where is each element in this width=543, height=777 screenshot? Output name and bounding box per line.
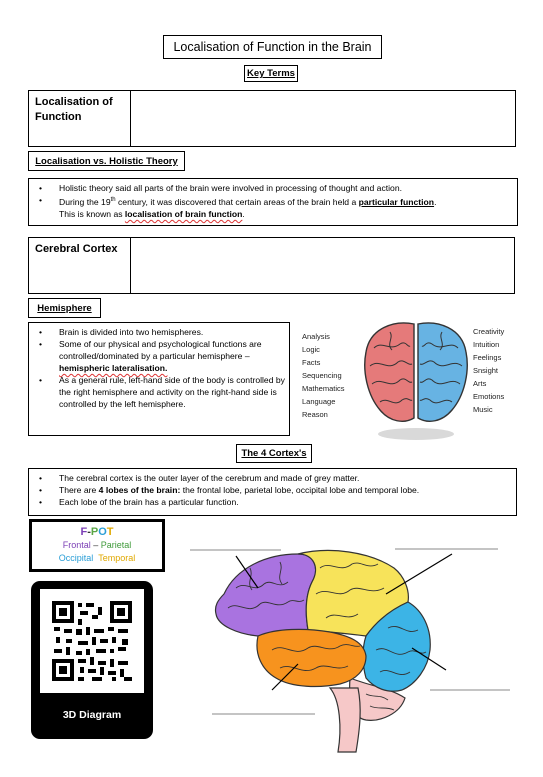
brain-shadow	[378, 428, 454, 440]
bullet-text: During the 19	[59, 196, 111, 207]
left-label: Reason	[302, 410, 328, 419]
localisation-vs-holistic-heading: Localisation vs. Holistic Theory	[28, 151, 185, 171]
right-brain-labels	[473, 325, 504, 416]
left-label: Logic	[302, 345, 320, 354]
right-label: Arts	[473, 379, 487, 388]
qr-code-frame	[40, 589, 144, 693]
list-item	[33, 194, 513, 220]
bullet-text: century, it was discovered that certain areas of the brain held a	[115, 196, 359, 207]
qr-caption: 3D Diagram	[62, 709, 122, 721]
bullet-text: Holistic theory said all parts of the brain were involved in processing of thought and action.	[59, 183, 402, 193]
qr-code-icon	[52, 601, 132, 681]
right-label: Music	[473, 405, 493, 414]
bullet-text: .	[242, 208, 245, 219]
bold-term: localisation of brain function	[124, 208, 243, 219]
list-item	[33, 484, 512, 496]
left-label: Analysis	[302, 332, 330, 341]
fpot-title: F-POT	[80, 526, 114, 538]
term-localisation-box	[28, 90, 516, 147]
left-label: Facts	[302, 358, 321, 367]
term-localisation-label: Localisation of Function	[35, 96, 113, 123]
right-hemisphere	[418, 323, 467, 421]
bullet-text: As a general rule, left-hand side of the body is controlled by the right hemisphere and activity on the right-hand side is controlled by the left hemisphere.	[59, 375, 285, 409]
temporal-lobe	[257, 629, 366, 686]
fpot-mnemonic-box	[29, 519, 165, 572]
left-label: Language	[302, 397, 336, 406]
cortex-bullets-box	[28, 468, 517, 516]
right-label: Snsight	[473, 366, 499, 375]
bullet-text: Brain is divided into two hemispheres.	[59, 327, 204, 337]
hemisphere-heading: Hemisphere	[28, 298, 101, 318]
list-item	[33, 472, 512, 484]
fpot-line1: Frontal – Parietal	[62, 540, 132, 550]
list-item	[33, 496, 512, 508]
right-label: Feelings	[473, 353, 502, 362]
bold-term: 4 lobes of the brain:	[98, 485, 181, 495]
qr-code-card[interactable]	[31, 581, 153, 739]
bold-term: hemispheric lateralisation.	[59, 363, 168, 373]
hemispheres-illustration	[360, 318, 472, 442]
brainstem	[330, 688, 360, 752]
four-cortex-heading: The 4 Cortex's	[236, 444, 312, 463]
left-label: Mathematics	[302, 384, 345, 393]
list-item	[33, 338, 285, 374]
term-divider	[130, 91, 131, 146]
bullet-text: There are	[59, 485, 99, 495]
bullet-text: .	[434, 196, 437, 207]
key-terms-heading: Key Terms	[244, 65, 298, 82]
bullet-text: Each lobe of the brain has a particular function.	[59, 497, 239, 507]
frontal-lobe	[215, 554, 315, 637]
bullet-text: The cerebral cortex is the outer layer of the cerebrum and made of grey matter.	[59, 473, 360, 483]
fpot-line2: Occipital Temporal	[58, 553, 136, 563]
page-title: Localisation of Function in the Brain	[163, 35, 382, 59]
bullet-text: This is known as	[59, 208, 125, 219]
hemisphere-bullets-box	[28, 322, 290, 436]
list-item	[33, 374, 285, 410]
term-divider	[130, 238, 131, 293]
term-cerebral-cortex-label: Cerebral Cortex	[35, 243, 118, 255]
left-label: Sequencing	[302, 371, 342, 380]
left-brain-labels	[302, 330, 345, 421]
holistic-bullets-box	[28, 178, 518, 226]
term-cerebral-cortex-box	[28, 237, 515, 294]
bold-term: particular function	[358, 196, 435, 207]
left-hemisphere	[365, 323, 414, 421]
brain-lobes-diagram	[180, 538, 510, 768]
right-label: Emotions	[473, 392, 505, 401]
right-label: Creativity	[473, 327, 505, 336]
superscript: th	[110, 197, 116, 203]
bullet-text: the frontal lobe, parietal lobe, occipital lobe and temporal lobe.	[180, 485, 420, 495]
right-label: Intuition	[473, 340, 500, 349]
list-item	[33, 182, 513, 194]
list-item	[33, 326, 285, 338]
bullet-text: Some of our physical and psychological functions are controlled/dominated by a particular hemisphere –	[59, 339, 262, 361]
